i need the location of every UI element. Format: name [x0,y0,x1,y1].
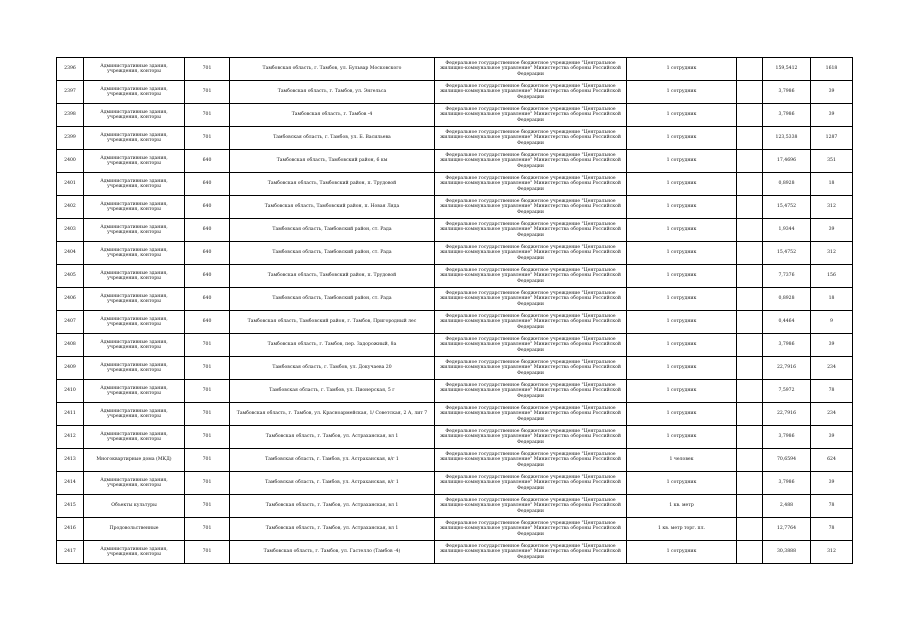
organization-cell: Федеральное государственное бюджетное учреждение "Центральное жилищно-коммунальное управление" Министерства обороны Российской Федерации [435,150,627,173]
table-row [57,380,853,403]
unit-cell: 1 сотрудник [627,541,737,564]
object-type-cell: Административные здания, учреждения, конторы [84,219,185,242]
address-cell: Тамбовская область, г. Тамбов, ул. Энгельса [230,81,435,104]
quantity-cell: 9 [811,311,853,334]
code-cell: 701 [185,403,230,426]
norm-value-cell: 7,7376 [763,265,811,288]
empty-cell [737,541,763,564]
organization-cell: Федеральное государственное бюджетное учреждение "Центральное жилищно-коммунальное управление" Министерства обороны Российской Федерации [435,127,627,150]
quantity-cell: 312 [811,242,853,265]
address-cell: Тамбовская область, Тамбовский район, г. Тамбов, Пригородный лес [230,311,435,334]
object-type-cell: Административные здания, учреждения, конторы [84,403,185,426]
empty-cell [737,357,763,380]
unit-cell: 1 кв. метр [627,495,737,518]
norm-value-cell: 22,7916 [763,403,811,426]
code-cell: 640 [185,265,230,288]
organization-cell: Федеральное государственное бюджетное учреждение "Центральное жилищно-коммунальное управление" Министерства обороны Российской Федерации [435,403,627,426]
table-row [57,403,853,426]
row-number-cell: 2414 [57,472,84,495]
empty-cell [737,242,763,265]
object-type-cell: Продовольственные [84,518,185,541]
quantity-cell: 312 [811,541,853,564]
address-cell: Тамбовская область, Тамбовский район, ст. Рада [230,288,435,311]
code-cell: 640 [185,173,230,196]
organization-cell: Федеральное государственное бюджетное учреждение "Центральное жилищно-коммунальное управление" Министерства обороны Российской Федерации [435,288,627,311]
empty-cell [737,104,763,127]
code-cell: 701 [185,472,230,495]
address-cell: Тамбовская область, г. Тамбов, пер. Задорожный, 8а [230,334,435,357]
norm-value-cell: 15,4752 [763,242,811,265]
table-row [57,127,853,150]
norm-value-cell: 3,7986 [763,81,811,104]
organization-cell: Федеральное государственное бюджетное учреждение "Центральное жилищно-коммунальное управление" Министерства обороны Российской Федерации [435,472,627,495]
quantity-cell: 39 [811,219,853,242]
code-cell: 701 [185,104,230,127]
row-number-cell: 2412 [57,426,84,449]
row-number-cell: 2413 [57,449,84,472]
address-cell: Тамбовская область, Тамбовский район, п. Трудовой [230,173,435,196]
norm-value-cell: 3,7986 [763,426,811,449]
norm-value-cell: 17,4696 [763,150,811,173]
object-type-cell: Административные здания, учреждения, конторы [84,150,185,173]
code-cell: 701 [185,81,230,104]
object-type-cell: Административные здания, учреждения, конторы [84,196,185,219]
row-number-cell: 2399 [57,127,84,150]
organization-cell: Федеральное государственное бюджетное учреждение "Центральное жилищно-коммунальное управление" Министерства обороны Российской Федерации [435,541,627,564]
organization-cell: Федеральное государственное бюджетное учреждение "Центральное жилищно-коммунальное управление" Министерства обороны Российской Федерации [435,58,627,81]
row-number-cell: 2405 [57,265,84,288]
row-number-cell: 2417 [57,541,84,564]
unit-cell: 1 сотрудник [627,403,737,426]
code-cell: 701 [185,495,230,518]
address-cell: Тамбовская область, г. Тамбов, ул. Астраханская, вл 1 [230,518,435,541]
table-row [57,426,853,449]
norm-value-cell: 0,8928 [763,173,811,196]
table-row [57,196,853,219]
row-number-cell: 2411 [57,403,84,426]
row-number-cell: 2398 [57,104,84,127]
organization-cell: Федеральное государственное бюджетное учреждение "Центральное жилищно-коммунальное управление" Министерства обороны Российской Федерации [435,449,627,472]
row-number-cell: 2409 [57,357,84,380]
table-row [57,242,853,265]
row-number-cell: 2407 [57,311,84,334]
norm-value-cell: 15,4752 [763,196,811,219]
row-number-cell: 2402 [57,196,84,219]
unit-cell: 1 сотрудник [627,104,737,127]
code-cell: 701 [185,518,230,541]
empty-cell [737,81,763,104]
norm-value-cell: 22,7916 [763,357,811,380]
row-number-cell: 2415 [57,495,84,518]
norm-value-cell: 123,5338 [763,127,811,150]
row-number-cell: 2404 [57,242,84,265]
table-row [57,334,853,357]
empty-cell [737,127,763,150]
norm-value-cell: 2,488 [763,495,811,518]
table-row [57,288,853,311]
empty-cell [737,150,763,173]
code-cell: 640 [185,219,230,242]
address-cell: Тамбовская область, Тамбовский район, ст. Рада [230,242,435,265]
address-cell: Тамбовская область, г. Тамбов, ул. Красноармейская, 1/ Советская, 2 А, лит 7 [230,403,435,426]
table-row [57,495,853,518]
organization-cell: Федеральное государственное бюджетное учреждение "Центральное жилищно-коммунальное управление" Министерства обороны Российской Федерации [435,173,627,196]
quantity-cell: 1618 [811,58,853,81]
address-cell: Тамбовская область, Тамбовский район, ст. Рада [230,219,435,242]
table-row [57,449,853,472]
quantity-cell: 18 [811,288,853,311]
organization-cell: Федеральное государственное бюджетное учреждение "Центральное жилищно-коммунальное управление" Министерства обороны Российской Федерации [435,242,627,265]
address-cell: Тамбовская область, г. Тамбов, ул. Докучаева 20 [230,357,435,380]
code-cell: 640 [185,242,230,265]
unit-cell: 1 кв. метр торг. пл. [627,518,737,541]
row-number-cell: 2396 [57,58,84,81]
unit-cell: 1 сотрудник [627,426,737,449]
row-number-cell: 2400 [57,150,84,173]
norm-value-cell: 3,7986 [763,334,811,357]
unit-cell: 1 сотрудник [627,242,737,265]
code-cell: 640 [185,288,230,311]
address-cell: Тамбовская область, Тамбовский район, п. Новая Ляда [230,196,435,219]
unit-cell: 1 сотрудник [627,380,737,403]
code-cell: 640 [185,150,230,173]
unit-cell: 1 сотрудник [627,472,737,495]
quantity-cell: 624 [811,449,853,472]
quantity-cell: 39 [811,104,853,127]
row-number-cell: 2397 [57,81,84,104]
organization-cell: Федеральное государственное бюджетное учреждение "Центральное жилищно-коммунальное управление" Министерства обороны Российской Федерации [435,196,627,219]
quantity-cell: 351 [811,150,853,173]
table-row [57,357,853,380]
quantity-cell: 78 [811,495,853,518]
empty-cell [737,334,763,357]
unit-cell: 1 сотрудник [627,265,737,288]
object-type-cell: Административные здания, учреждения, конторы [84,426,185,449]
object-type-cell: Административные здания, учреждения, конторы [84,357,185,380]
table-row [57,150,853,173]
object-type-cell: Объекты культуры [84,495,185,518]
organization-cell: Федеральное государственное бюджетное учреждение "Центральное жилищно-коммунальное управление" Министерства обороны Российской Федерации [435,219,627,242]
object-type-cell: Административные здания, учреждения, конторы [84,104,185,127]
organization-cell: Федеральное государственное бюджетное учреждение "Центральное жилищно-коммунальное управление" Министерства обороны Российской Федерации [435,311,627,334]
object-type-cell: Административные здания, учреждения, конторы [84,58,185,81]
unit-cell: 1 сотрудник [627,311,737,334]
object-type-cell: Административные здания, учреждения, конторы [84,242,185,265]
norm-value-cell: 70,6594 [763,449,811,472]
empty-cell [737,265,763,288]
row-number-cell: 2406 [57,288,84,311]
code-cell: 701 [185,541,230,564]
quantity-cell: 234 [811,357,853,380]
address-cell: Тамбовская область, г. Тамбов, ул. Астраханская, вл 1 [230,426,435,449]
code-cell: 701 [185,449,230,472]
quantity-cell: 39 [811,334,853,357]
empty-cell [737,196,763,219]
norm-value-cell: 12,7764 [763,518,811,541]
norm-value-cell: 1,9344 [763,219,811,242]
address-cell: Тамбовская область, г. Тамбов, ул. Астраханская, вл 1 [230,495,435,518]
norm-value-cell: 0,8928 [763,288,811,311]
unit-cell: 1 сотрудник [627,357,737,380]
norm-value-cell: 159,5412 [763,58,811,81]
organization-cell: Федеральное государственное бюджетное учреждение "Центральное жилищно-коммунальное управление" Министерства обороны Российской Федерации [435,334,627,357]
organization-cell: Федеральное государственное бюджетное учреждение "Центральное жилищно-коммунальное управление" Министерства обороны Российской Федерации [435,265,627,288]
unit-cell: 1 человек [627,449,737,472]
empty-cell [737,472,763,495]
object-type-cell: Административные здания, учреждения, конторы [84,334,185,357]
address-cell: Тамбовская область, Тамбовский район, п. Трудовой [230,265,435,288]
norm-value-cell: 3,7986 [763,472,811,495]
code-cell: 701 [185,357,230,380]
organization-cell: Федеральное государственное бюджетное учреждение "Центральное жилищно-коммунальное управление" Министерства обороны Российской Федерации [435,426,627,449]
empty-cell [737,426,763,449]
row-number-cell: 2410 [57,380,84,403]
code-cell: 701 [185,426,230,449]
unit-cell: 1 сотрудник [627,173,737,196]
norm-value-cell: 3,7986 [763,104,811,127]
object-type-cell: Административные здания, учреждения, конторы [84,81,185,104]
quantity-cell: 156 [811,265,853,288]
unit-cell: 1 сотрудник [627,196,737,219]
quantity-cell: 39 [811,472,853,495]
norm-value-cell: 7,5972 [763,380,811,403]
empty-cell [737,288,763,311]
table-row [57,472,853,495]
organization-cell: Федеральное государственное бюджетное учреждение "Центральное жилищно-коммунальное управление" Министерства обороны Российской Федерации [435,380,627,403]
table-row [57,219,853,242]
code-cell: 701 [185,127,230,150]
row-number-cell: 2416 [57,518,84,541]
address-cell: Тамбовская область, г. Тамбов, ул. Б. Васильева [230,127,435,150]
unit-cell: 1 сотрудник [627,58,737,81]
table-row [57,81,853,104]
empty-cell [737,380,763,403]
row-number-cell: 2408 [57,334,84,357]
organization-cell: Федеральное государственное бюджетное учреждение "Центральное жилищно-коммунальное управление" Министерства обороны Российской Федерации [435,357,627,380]
empty-cell [737,311,763,334]
table-row [57,265,853,288]
quantity-cell: 1287 [811,127,853,150]
object-type-cell: Административные здания, учреждения, конторы [84,472,185,495]
address-cell: Тамбовская область, г. Тамбов, ул. Пионерская, 5 г [230,380,435,403]
table-row [57,58,853,81]
organization-cell: Федеральное государственное бюджетное учреждение "Центральное жилищно-коммунальное управление" Министерства обороны Российской Федерации [435,495,627,518]
object-type-cell: Административные здания, учреждения, конторы [84,173,185,196]
object-type-cell: Административные здания, учреждения, конторы [84,265,185,288]
table-row [57,173,853,196]
object-type-cell: Многоквартирные дома (МКД) [84,449,185,472]
empty-cell [737,403,763,426]
object-type-cell: Административные здания, учреждения, конторы [84,127,185,150]
object-type-cell: Административные здания, учреждения, конторы [84,380,185,403]
empty-cell [737,449,763,472]
registry-table [56,57,853,564]
table-row [57,311,853,334]
code-cell: 701 [185,58,230,81]
address-cell: Тамбовская область, Тамбовский район, 6 км [230,150,435,173]
empty-cell [737,173,763,196]
object-type-cell: Административные здания, учреждения, конторы [84,541,185,564]
quantity-cell: 78 [811,518,853,541]
code-cell: 640 [185,196,230,219]
address-cell: Тамбовская область, г. Тамбов, ул. Бульвар Московского [230,58,435,81]
quantity-cell: 39 [811,426,853,449]
quantity-cell: 312 [811,196,853,219]
document-sheet [56,57,852,564]
table-body [57,58,853,564]
code-cell: 640 [185,311,230,334]
quantity-cell: 39 [811,81,853,104]
norm-value-cell: 30,3888 [763,541,811,564]
object-type-cell: Административные здания, учреждения, конторы [84,288,185,311]
quantity-cell: 234 [811,403,853,426]
table-row [57,518,853,541]
organization-cell: Федеральное государственное бюджетное учреждение "Центральное жилищно-коммунальное управление" Министерства обороны Российской Федерации [435,81,627,104]
unit-cell: 1 сотрудник [627,219,737,242]
empty-cell [737,219,763,242]
row-number-cell: 2401 [57,173,84,196]
address-cell: Тамбовская область, г. Тамбов, ул. Астраханская, в/г 1 [230,472,435,495]
organization-cell: Федеральное государственное бюджетное учреждение "Центральное жилищно-коммунальное управление" Министерства обороны Российской Федерации [435,518,627,541]
organization-cell: Федеральное государственное бюджетное учреждение "Центральное жилищно-коммунальное управление" Министерства обороны Российской Федерации [435,104,627,127]
table-row [57,104,853,127]
table-row [57,541,853,564]
unit-cell: 1 сотрудник [627,81,737,104]
address-cell: Тамбовская область, г. Тамбов, ул. Гастелло (Тамбов -4) [230,541,435,564]
unit-cell: 1 сотрудник [627,150,737,173]
empty-cell [737,518,763,541]
unit-cell: 1 сотрудник [627,334,737,357]
code-cell: 701 [185,334,230,357]
address-cell: Тамбовская область, г. Тамбов, ул. Астраханская, в/г 1 [230,449,435,472]
unit-cell: 1 сотрудник [627,288,737,311]
unit-cell: 1 сотрудник [627,127,737,150]
empty-cell [737,58,763,81]
quantity-cell: 78 [811,380,853,403]
empty-cell [737,495,763,518]
address-cell: Тамбовская область, г. Тамбов -4 [230,104,435,127]
object-type-cell: Административные здания, учреждения, конторы [84,311,185,334]
quantity-cell: 18 [811,173,853,196]
row-number-cell: 2403 [57,219,84,242]
code-cell: 701 [185,380,230,403]
norm-value-cell: 0,4464 [763,311,811,334]
